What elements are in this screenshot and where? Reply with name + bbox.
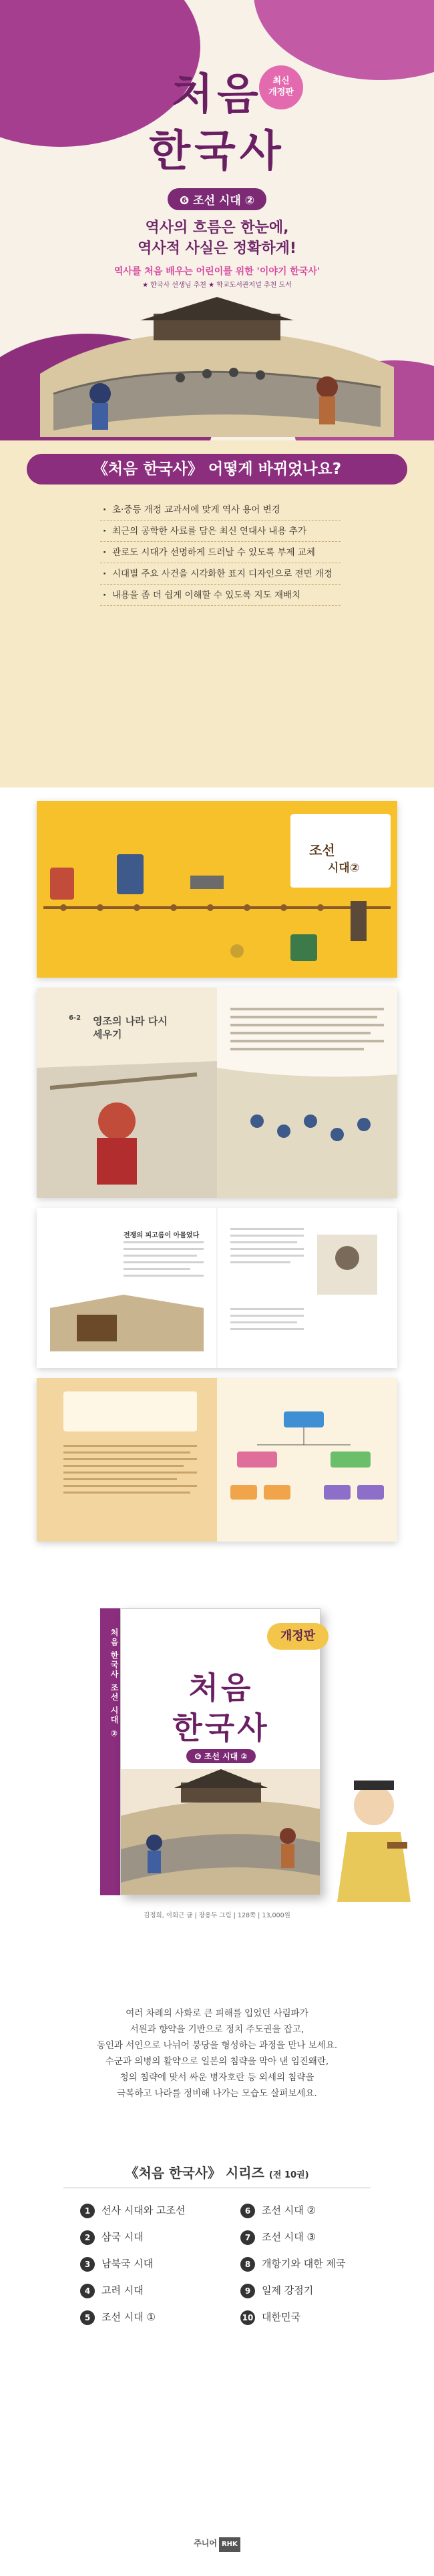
text-pages-illustration: [37, 1208, 397, 1368]
series-heading-note: (전 10권): [268, 2170, 309, 2180]
list-item: · 시대별 주요 사건을 시각화한 표지 디자인으로 전면 개정: [100, 563, 341, 585]
list-item: · 초·중등 개정 교과서에 맞게 역사 용어 변경: [100, 499, 341, 521]
fortress-battle-illustration: [40, 294, 394, 437]
description-line: 여러 차례의 사화로 큰 피해를 입었던 사림파가: [126, 2008, 308, 2019]
hero-title-line2: 한국사: [149, 127, 285, 176]
series-label: 조선 시대 ①: [101, 2311, 156, 2323]
series-item: [80, 2202, 185, 2218]
hero-tagline: 역사를 처음 배우는 어린이를 위한 '이야기 한국사': [114, 266, 320, 277]
series-label: 개항기와 대한 제국: [262, 2258, 346, 2270]
book-description: [0, 2005, 434, 2102]
series-number: 1: [80, 2204, 95, 2218]
series-label: 조선 시대 ②: [262, 2204, 316, 2216]
series-number: 10: [240, 2310, 255, 2325]
series-number: 2: [80, 2230, 95, 2245]
chapter-spread: [37, 988, 397, 1198]
chapter-title: 영조의 나라 다시 세우기: [93, 1015, 168, 1040]
series-label: 대한민국: [262, 2311, 300, 2323]
text-spread: [37, 1208, 397, 1368]
series-label: 고려 시대: [101, 2284, 144, 2296]
description-line: 청의 침략에 맞서 싸운 병자호란 등 외세의 침략을: [120, 2072, 314, 2083]
description-line: 극복하고 나라를 정비해 나가는 모습도 살펴보세요.: [117, 2088, 317, 2099]
timeline-subtitle: 시대②: [328, 862, 360, 875]
description-line: 동인과 서인으로 나뉘어 붕당을 형성하는 과정을 만나 보세요.: [96, 2040, 338, 2051]
series-label: 삼국 시대: [101, 2231, 144, 2243]
series-item: [240, 2309, 300, 2325]
king-court-illustration: [37, 988, 397, 1198]
series-item: [240, 2256, 345, 2272]
series-heading-title: 《처음 한국사》 시리즈: [125, 2165, 264, 2181]
series-number: 9: [240, 2284, 255, 2298]
diagram-spread: [37, 1378, 397, 1542]
series-number: 4: [80, 2284, 95, 2298]
hero-subtitle: [0, 218, 434, 259]
list-item: · 최근의 공학한 사료를 담은 최신 연대사 내용 추가: [100, 521, 341, 542]
book-cover-illustration: [121, 1769, 320, 1895]
series-item: [240, 2229, 316, 2245]
book-title-line1: 처음: [188, 1670, 254, 1706]
book-title-line2: 한국사: [172, 1710, 270, 1746]
series-heading: [0, 2162, 434, 2182]
series-item: [80, 2309, 156, 2325]
list-item: · 관로도 시대가 선명하게 드러날 수 있도록 부제 교체: [100, 542, 341, 563]
book-spine-text: 처음 한국사 조선 시대 ②: [110, 1628, 119, 1740]
series-item: [240, 2282, 313, 2298]
series-number: 6: [240, 2204, 255, 2218]
series-number: 3: [80, 2257, 95, 2272]
series-number: 5: [80, 2310, 95, 2325]
changes-list: [100, 499, 341, 606]
series-label: 남북국 시대: [101, 2258, 154, 2270]
book-edition-badge: 개정판: [267, 1623, 329, 1650]
publisher-name: 주니어: [194, 2539, 217, 2548]
hero-cover: [0, 0, 434, 440]
book-cover-section: [0, 1568, 434, 1995]
description-line: 수군과 의병의 활약으로 일본의 침략을 막아 낸 임진왜란,: [105, 2056, 329, 2067]
changes-heading: 《처음 한국사》 어떻게 바뀌었나요?: [27, 454, 407, 485]
changes-section: [0, 440, 434, 787]
series-label: 조선 시대 ③: [262, 2231, 316, 2243]
chapter-number: 6-2: [69, 1014, 81, 1022]
volume-label: ❻ 조선 시대 ②: [168, 188, 266, 210]
scholar-character-illustration: [331, 1768, 417, 1902]
list-item: · 내용을 좀 더 쉽게 이해할 수 있도록 지도 재배치: [100, 585, 341, 606]
series-item: [80, 2256, 153, 2272]
publisher-mark: RHK: [219, 2537, 240, 2552]
timeline-spread: [37, 801, 397, 978]
publisher-logo: [184, 2536, 250, 2551]
series-number: 8: [240, 2257, 255, 2272]
revised-edition-badge-text: 최신 개정판: [268, 76, 294, 97]
series-item: [80, 2282, 144, 2298]
book-volume-label: ❻ 조선 시대 ②: [186, 1749, 255, 1763]
series-label: 일제 강점기: [262, 2284, 314, 2296]
series-label: 선사 시대와 고조선: [101, 2204, 186, 2216]
book-cover: [120, 1608, 320, 1895]
hero-subtitle-line2: 역사적 사실은 정확하게!: [138, 240, 296, 257]
section-heading: 전쟁의 피고름이 아물었다: [124, 1232, 200, 1239]
hero-subtitle-line1: 역사의 흐름은 한눈에,: [145, 220, 289, 236]
faction-diagram-illustration: [37, 1378, 397, 1542]
timeline-title: 조선: [309, 842, 335, 858]
timeline-illustration: [37, 801, 397, 978]
book-credits: 김정희, 이회근 글 | 장용두 그림 | 128쪽 | 13,000원: [144, 1912, 290, 1919]
series-number: 7: [240, 2230, 255, 2245]
series-item: [80, 2229, 144, 2245]
description-line: 서원과 향약을 기반으로 정치 주도권을 잡고,: [130, 2024, 304, 2035]
hero-recommend: ★ 한국사 선생님 추천 ★ 학교도서관저널 추천 도서: [142, 282, 292, 289]
hero-title-line1: 처음: [172, 70, 262, 119]
book-spine: [100, 1608, 120, 1895]
series-item: [240, 2202, 316, 2218]
